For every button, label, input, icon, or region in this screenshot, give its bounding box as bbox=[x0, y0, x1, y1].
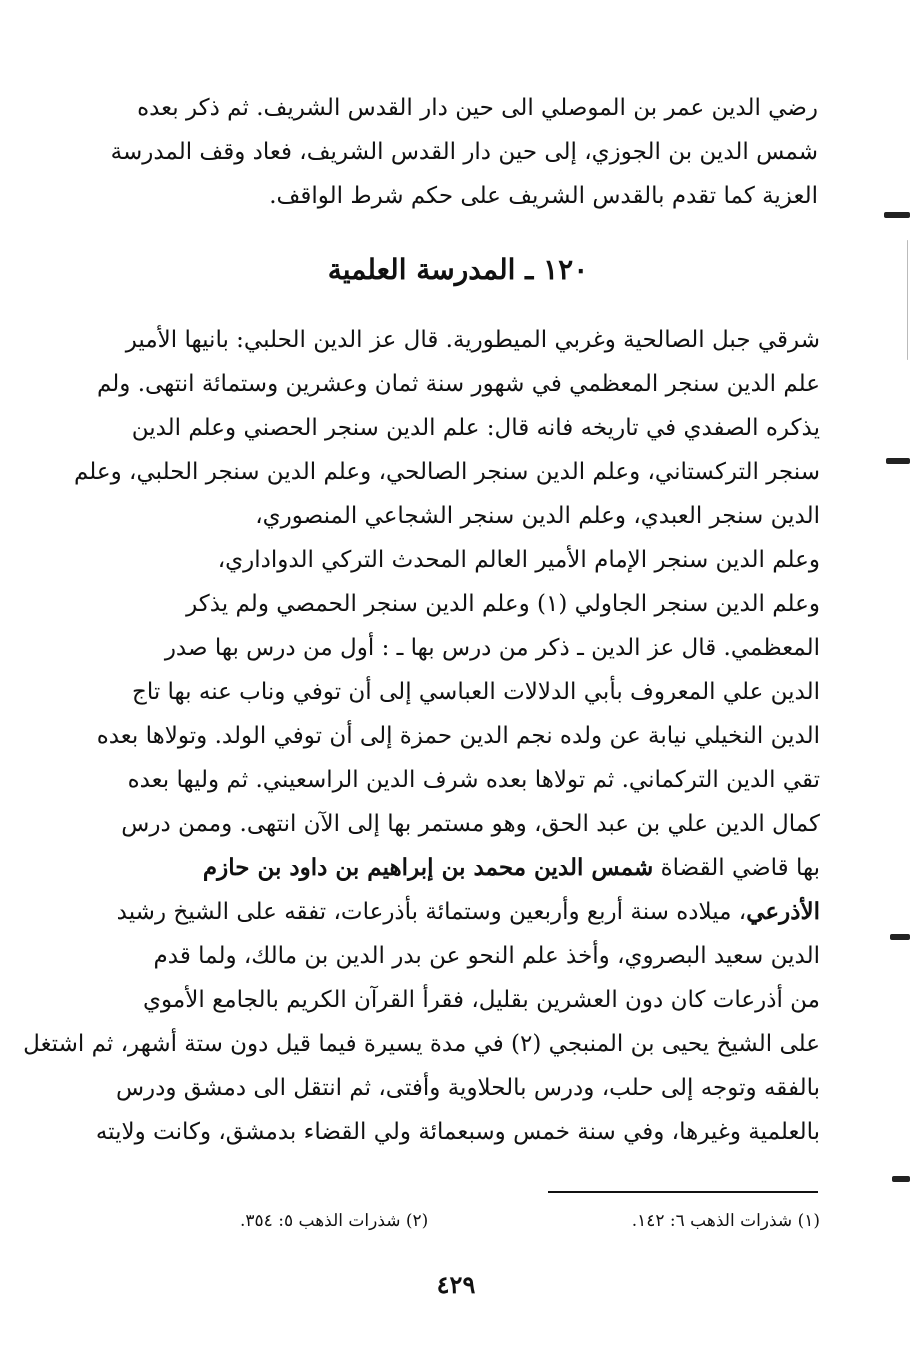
body-line: علم الدين سنجر المعظمي في شهور سنة ثمان وعشرين وستمائة انتهى. ولم bbox=[96, 371, 820, 397]
body-line: تقي الدين التركماني. ثم تولاها بعده شرف الدين الراسعيني. ثم وليها بعده bbox=[127, 767, 820, 793]
body-line: شرقي جبل الصالحية وغربي الميطورية. قال عز الدين الحلبي: بانيها الأمير bbox=[125, 327, 820, 353]
body-line: بالفقه وتوجه إلى حلب، ودرس بالحلاوية وأفتى، ثم انتقل الى دمشق ودرس bbox=[115, 1075, 820, 1101]
bold-person-name: شمس الدين محمد بن إبراهيم بن داود بن حازم bbox=[202, 854, 654, 881]
body-line: وعلم الدين سنجر الإمام الأمير العالم المحدث التركي الدواداري، bbox=[217, 547, 820, 573]
body-line: الدين سعيد البصروي، وأخذ علم النحو عن بدر الدين بن مالك، ولما قدم bbox=[153, 943, 820, 969]
body-line: سنجر التركستاني، وعلم الدين سنجر الصالحي، وعلم الدين سنجر الحلبي، وعلم bbox=[73, 459, 820, 485]
body-line: من أذرعات كان دون العشرين بقليل، فقرأ القرآن الكريم بالجامع الأموي bbox=[143, 987, 820, 1013]
footnote-1: (١) شذرات الذهب ٦: ١٤٢. bbox=[631, 1211, 820, 1231]
intro-line: رضي الدين عمر بن الموصلي الى حين دار القدس الشريف. ثم ذكر بعده bbox=[137, 95, 818, 121]
intro-line: العزية كما تقدم بالقدس الشريف على حكم شرط الواقف. bbox=[269, 183, 818, 209]
body-line-text: ، ميلاده سنة أربع وأربعين وستمائة بأذرعات، تفقه على الشيخ رشيد bbox=[116, 899, 747, 925]
body-line-with-name bbox=[100, 890, 820, 934]
body-line: وعلم الدين سنجر الجاولي (١) وعلم الدين سنجر الحمصي ولم يذكر bbox=[186, 591, 820, 617]
body-line: الدين علي المعروف بأبي الدلالات العباسي إلى أن توفي وناب عنه بها تاج bbox=[131, 679, 820, 705]
footnote-2: (٢) شذرات الذهب ٥: ٣٥٤. bbox=[240, 1211, 429, 1231]
bold-person-nisba: الأذرعي bbox=[746, 898, 820, 925]
body-line-with-name bbox=[100, 846, 820, 890]
body-line: المعظمي. قال عز الدين ـ ذكر من درس بها ـ : أول من درس بها صدر bbox=[164, 635, 820, 661]
body-line-text: بها قاضي القضاة bbox=[660, 855, 820, 881]
scan-edge-mark bbox=[892, 1176, 910, 1182]
scan-edge-line bbox=[907, 240, 908, 360]
page-number: ٤٢٩ bbox=[436, 1270, 476, 1299]
body-line: على الشيخ يحيى بن المنبجي (٢) في مدة يسيرة فيما قيل دون ستة أشهر، ثم اشتغل bbox=[23, 1031, 820, 1057]
intro-paragraph bbox=[98, 86, 818, 218]
body-line: الدين النخيلي نيابة عن ولده نجم الدين حمزة إلى أن توفي الولد. وتولاها بعده bbox=[96, 723, 820, 749]
scan-edge-mark bbox=[890, 934, 910, 940]
footnote-separator bbox=[548, 1191, 818, 1193]
intro-line: شمس الدين بن الجوزي، إلى حين دار القدس الشريف، فعاد وقف المدرسة bbox=[110, 139, 818, 165]
section-heading: ١٢٠ ـ المدرسة العلمية bbox=[327, 253, 589, 286]
body-line: الدين سنجر العبدي، وعلم الدين سنجر الشجاعي المنصوري، bbox=[255, 503, 820, 529]
body-line: كمال الدين علي بن عبد الحق، وهو مستمر بها إلى الآن انتهى. وممن درس bbox=[121, 811, 820, 837]
body-line: بالعلمية وغيرها، وفي سنة خمس وسبعمائة ولي القضاء بدمشق، وكانت ولايته bbox=[95, 1119, 820, 1145]
scan-edge-mark bbox=[886, 458, 910, 464]
scan-edge-mark bbox=[884, 212, 910, 218]
body-paragraph bbox=[23, 318, 820, 1154]
body-line: يذكره الصفدي في تاريخه فانه قال: علم الدين سنجر الحصني وعلم الدين bbox=[131, 415, 820, 441]
